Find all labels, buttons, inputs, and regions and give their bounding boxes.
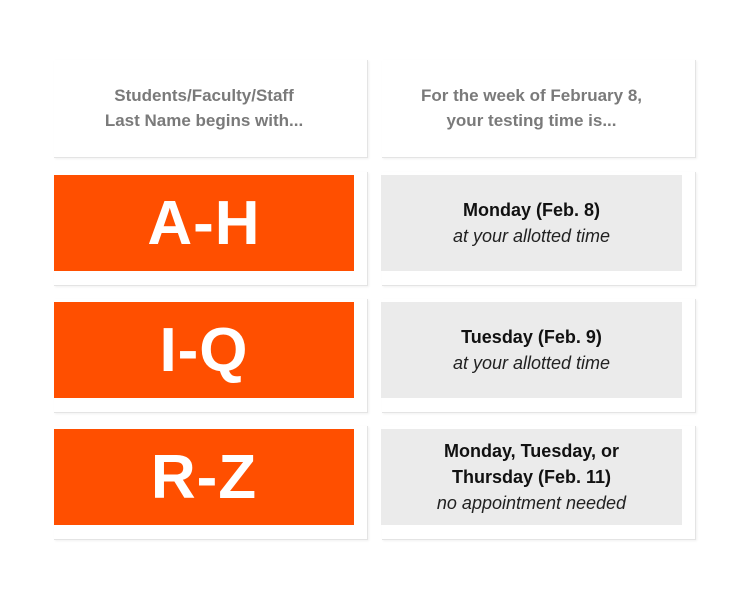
header-testing-time-cell bbox=[381, 60, 682, 155]
header-left-line-2: Last Name begins with... bbox=[104, 110, 304, 130]
header-right-line-2: your testing time is... bbox=[446, 110, 617, 130]
schedule-day-line-2: Thursday (Feb. 11) bbox=[451, 467, 612, 487]
range-label: R-Z bbox=[150, 442, 258, 512]
header-left-line-1: Students/Faculty/Staff bbox=[114, 85, 294, 105]
schedule-day: Tuesday (Feb. 9) bbox=[461, 327, 602, 347]
schedule-note: at your allotted time bbox=[452, 353, 611, 373]
schedule-day: Monday (Feb. 8) bbox=[462, 200, 600, 220]
header-right-line-1: For the week of February 8, bbox=[420, 85, 643, 105]
schedule-day-line-1: Monday, Tuesday, or bbox=[443, 441, 620, 461]
header-last-name-cell bbox=[54, 60, 354, 155]
range-i-q bbox=[54, 302, 354, 398]
range-label: A-H bbox=[147, 188, 261, 258]
schedule-note: at your allotted time bbox=[452, 226, 611, 246]
schedule-r-z bbox=[381, 429, 682, 525]
schedule-i-q bbox=[381, 302, 682, 398]
range-label: I-Q bbox=[159, 315, 249, 385]
schedule-note: no appointment needed bbox=[436, 493, 627, 513]
range-a-h bbox=[54, 175, 354, 271]
range-r-z bbox=[54, 429, 354, 525]
schedule-a-h bbox=[381, 175, 682, 271]
